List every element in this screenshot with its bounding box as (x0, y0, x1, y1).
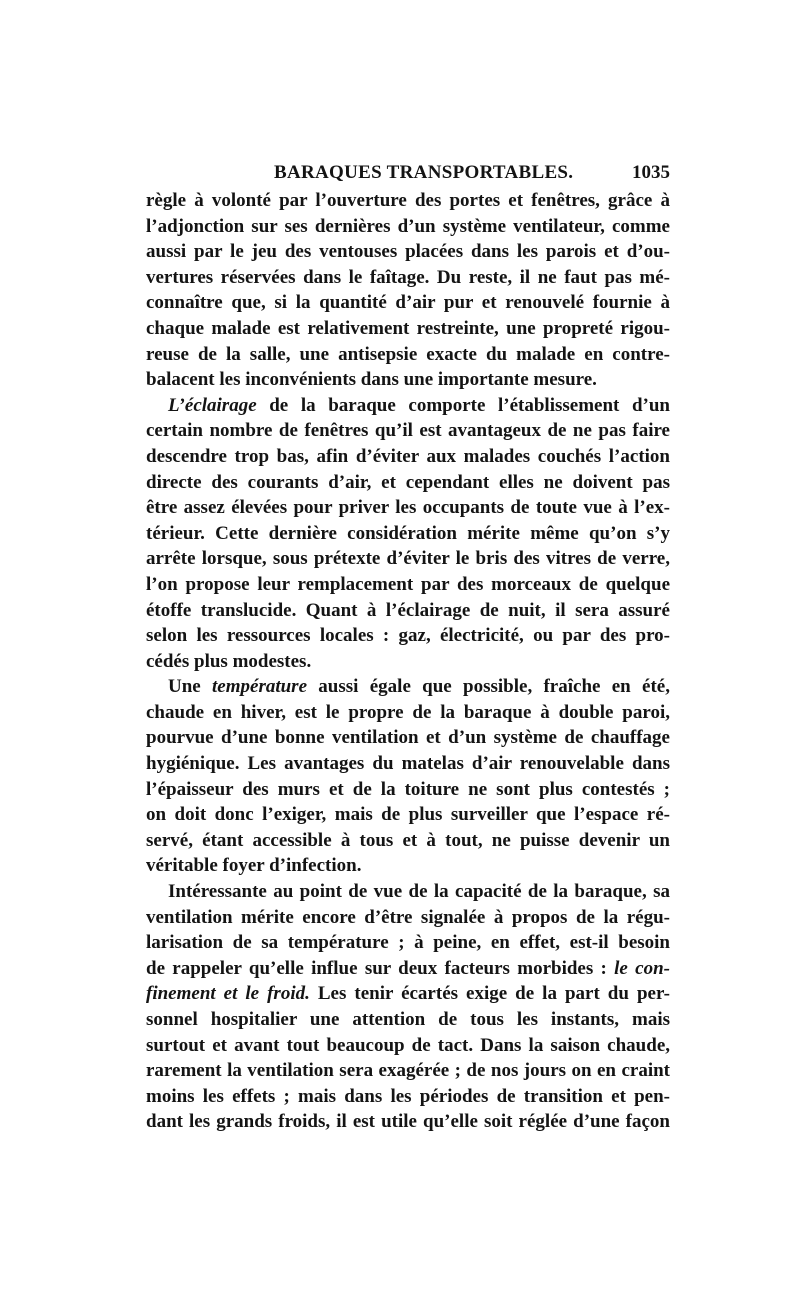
text-line: sonnel hospitalier une attention de tous les instants, mais (146, 1009, 670, 1030)
page-header (146, 158, 670, 188)
text-line: l’adjonction sur ses dernières d’un système ventilateur, comme (146, 215, 670, 237)
text-line: pourvue d’une bonne ventilation et d’un système de chauffage (146, 727, 670, 749)
text-line (146, 956, 670, 982)
running-head: BARAQUES TRANSPORTABLES. (274, 162, 574, 183)
text-line: connaître que, si la quantité d’air pur et renouvelé fournie à (146, 292, 670, 314)
text-line: règle à volonté par l’ouverture des portes et fenêtres, grâce à (146, 190, 670, 211)
text-fragment: de la baraque comporte l’établissement d’un (256, 394, 670, 416)
text-line: dant les grands froids, il est utile qu’elle soit réglée d’une façon (146, 1111, 670, 1133)
text-line: larisation de sa température ; à peine, en effet, est-il besoin (146, 932, 670, 954)
book-page (146, 158, 670, 1135)
text-fragment: Les tenir écartés exige de la part du per- (309, 983, 670, 1005)
text-line: chaque malade est relativement restreinte, une propreté rigou- (146, 317, 670, 339)
text-line: descendre trop bas, afin d’éviter aux malades couchés l’action (146, 445, 670, 467)
text-line: directe des courants d’air, et cependant elles ne doivent pas (146, 471, 670, 493)
text-fragment: Une (168, 676, 213, 698)
text-line (146, 393, 670, 419)
text-line: hygiénique. Les avantages du matelas d’air renouvelable dans (146, 753, 670, 775)
text-fragment: aussi égale que possible, fraîche en été, (307, 676, 670, 698)
text-line: ventilation mérite encore d’être signalée à propos de la régu- (146, 906, 670, 928)
text-line: reuse de la salle, une antisepsie exacte du malade en contre- (146, 343, 670, 365)
text-line (146, 674, 670, 700)
text-line: chaude en hiver, est le propre de la baraque à double paroi, (146, 701, 670, 723)
text-line: on doit donc l’exiger, mais de plus surveiller que l’espace ré- (146, 804, 670, 826)
italic-phrase: le con- (614, 957, 670, 979)
text-line: arrête lorsque, sous prétexte d’éviter le bris des vitres de verre, (146, 548, 670, 570)
text-line: véritable foyer d’infection. (146, 855, 362, 877)
text-line: moins les effets ; mais dans les périodes de transition et pen- (146, 1085, 670, 1107)
text-line: l’épaisseur des murs et de la toiture ne sont plus contestés ; (146, 778, 670, 800)
body-text (146, 188, 670, 1135)
text-line: certain nombre de fenêtres qu’il est avantageux de ne pas faire (146, 420, 670, 442)
text-line: être assez élevées pour priver les occupants de toute vue à l’ex- (146, 497, 670, 519)
text-line: balacent les inconvénients dans une importante mesure. (146, 369, 597, 391)
page-number: 1035 (632, 162, 670, 183)
text-line: cédés plus modestes. (146, 650, 312, 672)
paragraph-ventilation (146, 879, 670, 1135)
text-line: l’on propose leur remplacement par des morceaux de quelque (146, 573, 670, 595)
text-line: Intéressante au point de vue de la capacité de la baraque, sa (168, 881, 670, 903)
text-line: étoffe translucide. Quant à l’éclairage de nuit, il sera assuré (146, 599, 670, 621)
text-line: surtout et avant tout beaucoup de tact. Dans la saison chaude, (146, 1034, 670, 1056)
text-line: vertures réservées dans le faîtage. Du reste, il ne faut pas mé- (146, 266, 670, 288)
text-line: aussi par le jeu des ventouses placées dans les parois et d’ou- (146, 241, 670, 263)
italic-term-temperature: température (212, 676, 308, 698)
text-fragment: de rappeler qu’elle influe sur deux facteurs morbides : (146, 957, 615, 979)
text-line: servé, étant accessible à tous et à tout, ne puisse devenir un (146, 829, 670, 851)
text-line: térieur. Cette dernière considération mérite même qu’on s’y (146, 522, 670, 544)
paragraph-eclairage (146, 393, 670, 675)
text-line: rarement la ventilation sera exagérée ; de nos jours on en craint (146, 1060, 670, 1082)
text-line: selon les ressources locales : gaz, électricité, ou par des pro- (146, 625, 670, 647)
text-line (146, 981, 670, 1007)
paragraph-temperature (146, 674, 670, 879)
italic-phrase: finement et le froid. (146, 983, 310, 1005)
paragraph-ventilation-continued (146, 188, 670, 393)
italic-term-eclairage: L’éclairage (168, 394, 257, 416)
